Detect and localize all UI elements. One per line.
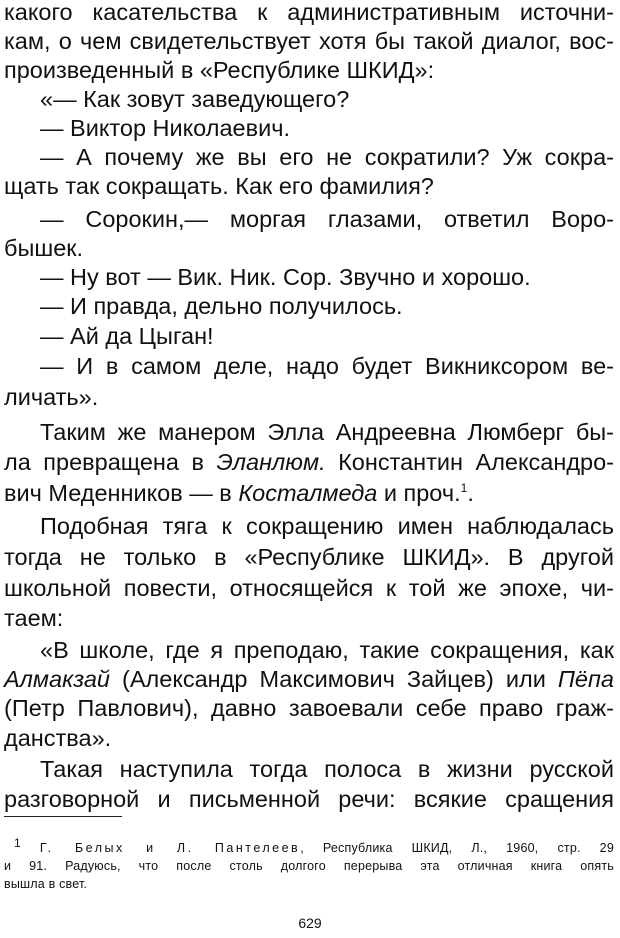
text-line: — Сорокин,— моргая глазами, ответил Воро- xyxy=(40,206,614,232)
text-line: данства». xyxy=(4,725,112,751)
footnote-marker: 1 xyxy=(14,835,21,850)
text-line: Подобная тяга к сокращению имен наблюдалась xyxy=(40,513,614,539)
text-line: (Петр Павлович), давно завоевали себе право граж- xyxy=(4,695,614,721)
text-line: таем: xyxy=(4,605,64,631)
footnote-line: и 91. Радуюсь, что после столь долгого перерыва эта отличная книга опять xyxy=(4,859,614,873)
italic-name: Алмакзай xyxy=(4,666,111,692)
footnote-line: $^1$ Г. Белых и Л. Пантелеев, Республика ШКИД, Л., 1960, стр. 29 xyxy=(14,835,614,855)
text-line: разговорной и письменной речи: всякие сращения xyxy=(4,786,614,812)
text-line: — А почему же вы его не сократили? Уж сокра- xyxy=(40,144,614,170)
text-line: — И правда, дельно получилось. xyxy=(40,293,403,319)
text-line: Такая наступила тогда полоса в жизни русской xyxy=(40,756,614,782)
text-line: вич Меденников — в Косталмеда и проч.$^1$. xyxy=(4,480,474,506)
italic-name: Эланлюм. xyxy=(216,449,326,475)
text-line: Алмакзай (Александр Максимович Зайцев) или Пёпа xyxy=(4,666,614,692)
text-line: какого касательства к административным источни- xyxy=(4,0,614,25)
italic-name: Косталмеда xyxy=(238,480,378,506)
text-line: тогда не только в «Республике ШКИД». В другой xyxy=(4,544,614,570)
text-line: — Ну вот — Вик. Ник. Сор. Звучно и хорошо. xyxy=(40,264,531,290)
text-line: — И в самом деле, надо будет Викниксором ве- xyxy=(40,353,614,379)
text-line: кам, о чем свидетельствует хотя бы такой диалог, вос- xyxy=(4,28,614,54)
page-number: 629 xyxy=(298,915,322,931)
footnote-ref: 1 xyxy=(460,481,468,496)
text-line: — Ай да Цыган! xyxy=(40,323,214,349)
text-line: щать так сокращать. Как его фамилия? xyxy=(4,173,434,199)
text-line: «— Как зовут заведующего? xyxy=(40,86,350,112)
footnote-divider xyxy=(4,816,122,817)
text-line: «В школе, где я преподаю, такие сокращения, как xyxy=(40,637,614,663)
italic-name: Пёпа xyxy=(557,666,614,692)
text-line: произведенный в «Республике ШКИД»: xyxy=(4,57,435,83)
text-line: бышек. xyxy=(4,235,84,261)
text-line: школьной повести, относящейся к той же эпохе, чи- xyxy=(4,575,614,601)
footnote-line: вышла в свет. xyxy=(4,877,88,891)
text-line: — Виктор Николаевич. xyxy=(40,115,290,141)
text-line: личать». xyxy=(4,384,99,410)
text-line: ла превращена в Эланлюм. Константин Александро- xyxy=(4,449,615,475)
text-line: Таким же манером Элла Андреевна Люмберг бы- xyxy=(40,419,614,445)
